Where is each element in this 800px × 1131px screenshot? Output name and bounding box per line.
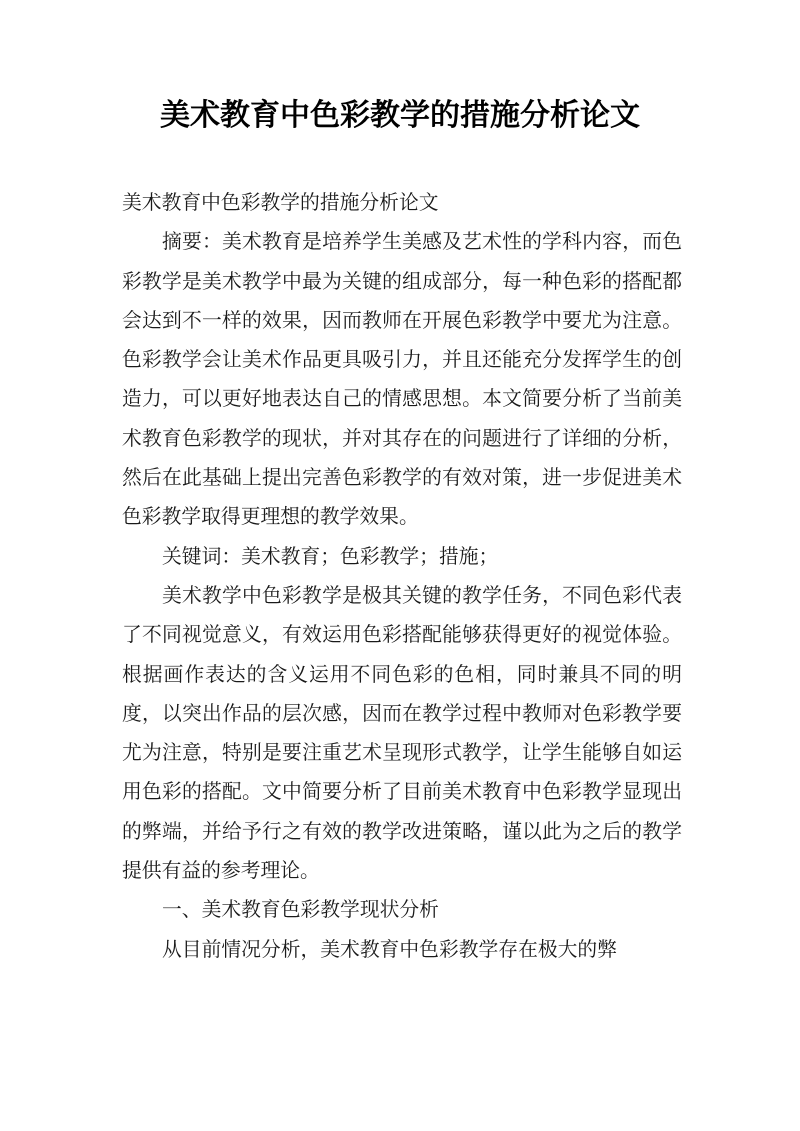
section-heading: 一、美术教育色彩教学现状分析 bbox=[162, 898, 439, 922]
section-paragraph: 从目前情况分析，美术教育中色彩教学存在极大的弊 bbox=[162, 937, 617, 961]
document-subtitle: 美术教育中色彩教学的措施分析论文 bbox=[122, 191, 439, 214]
document-body bbox=[122, 183, 682, 969]
keywords-paragraph: 关键词：美术教育；色彩教学；措施； bbox=[162, 544, 499, 568]
intro-paragraph: 美术教学中色彩教学是极其关键的教学任务，不同色彩代表了不同视觉意义，有效运用色彩搭配能够获得更好的视觉体验。根据画作表达的含义运用不同色彩的色相，同时兼具不同的明度，以突出作品的层次感，因而在教学过程中教师对色彩教学要尤为注意，特别是要注重艺术呈现形式教学，让学生能够自如运用色彩的搭配。文中简要分析了目前美术教育中色彩教学显现出的弊端，并给予行之有效的教学改进策略，谨以此为之后的教学提供有益的参考理论。 bbox=[122, 583, 682, 883]
document-title: 美术教育中色彩教学的措施分析论文 bbox=[160, 98, 640, 133]
abstract-paragraph: 摘要：美术教育是培养学生美感及艺术性的学科内容，而色彩教学是美术教学中最为关键的组成部分，每一种色彩的搭配都会达到不一样的效果，因而教师在开展色彩教学中要尤为注意。色彩教学会让美术作品更具吸引力，并且还能充分发挥学生的创造力，可以更好地表达自己的情感思想。本文简要分析了当前美术教育色彩教学的现状，并对其存在的问题进行了详细的分析，然后在此基础上提出完善色彩教学的有效对策，进一步促进美术色彩教学取得更理想的教学效果。 bbox=[122, 230, 682, 529]
